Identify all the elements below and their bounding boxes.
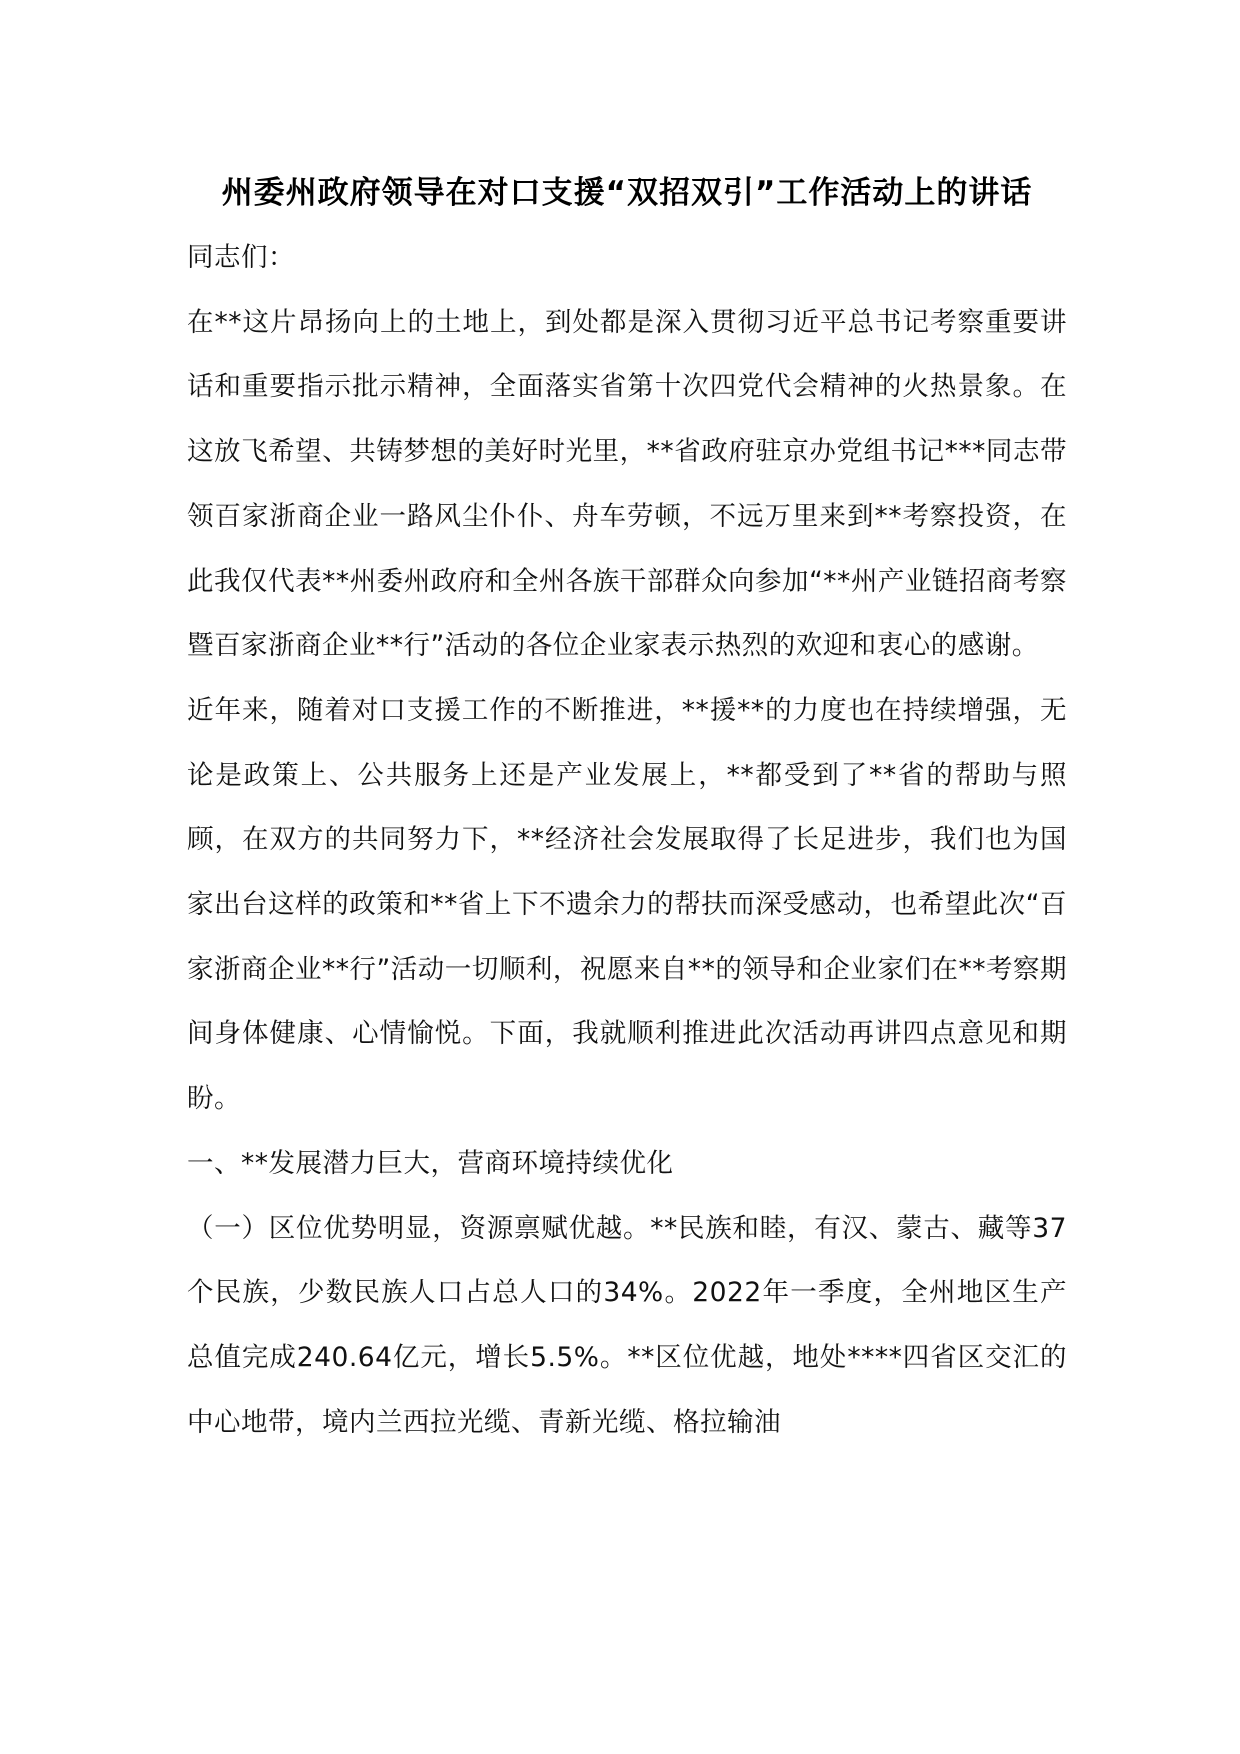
paragraph-intro: 在**这片昂扬向上的土地上，到处都是深入贯彻习近平总书记考察重要讲话和重要指示批示精神，全面落实省第十次四党代会精神的火热景象。在这放飞希望、共铸梦想的美好时光里，**省政府驻京办党组书记***同志带领百家浙商企业一路风尘仆仆、舟车劳顿，不远万里来到**考察投资，在此我仅代表**州委州政府和全州各族干部群众向参加“**州产业链招商考察暨百家浙商企业**行”活动的各位企业家表示热烈的欢迎和衷心的感谢。 — [187, 306, 1067, 662]
section-heading-1: 一、**发展潜力巨大，营商环境持续优化 — [187, 1147, 674, 1179]
paragraph-advantages: （一）区位优势明显，资源禀赋优越。**民族和睦，有汉、蒙古、藏等37个民族，少数民族人口占总人口的34%。2022年一季度，全州地区生产总值完成240.64亿元，增长5.5%。**区位优越，地处****四省区交汇的中心地带，境内兰西拉光缆、青新光缆、格拉输油 — [187, 1212, 1067, 1438]
document-body — [187, 226, 1067, 1455]
paragraph-background: 近年来，随着对口支援工作的不断推进，**援**的力度也在持续增强，无论是政策上、公共服务上还是产业发展上，**都受到了**省的帮助与照顾，在双方的共同努力下，**经济社会发展取得了长足进步，我们也为国家出台这样的政策和**省上下不遗余力的帮扶而深受感动，也希望此次“百家浙商企业**行”活动一切顺利，祝愿来自**的领导和企业家们在**考察期间身体健康、心情愉悦。下面，我就顺利推进此次活动再讲四点意见和期盼。 — [187, 694, 1067, 1115]
document-title: 州委州政府领导在对口支援“双招双引”工作活动上的讲话 — [221, 175, 1033, 211]
salutation: 同志们： — [187, 242, 295, 273]
document-page — [187, 160, 1067, 1455]
